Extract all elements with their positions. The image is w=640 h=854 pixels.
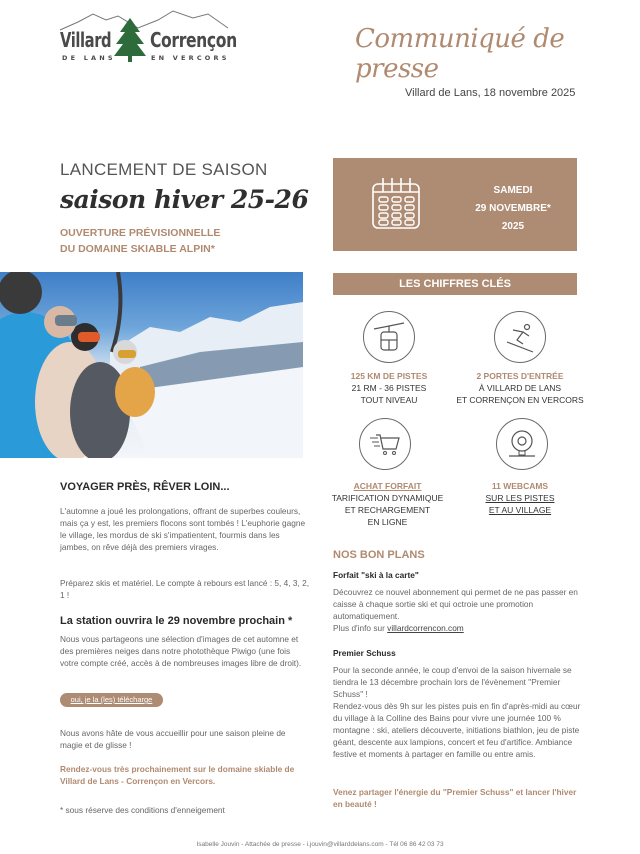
logo-sub-de-lans: DE LANS	[62, 54, 116, 62]
photo-illustration	[0, 272, 303, 458]
photo-library-paragraph: Nous vous partageons une sélection d'images de cet automne et des premières neiges dans notre photothèque Piwigo (une fois votre compte créé, accès à de nombreuses images libre de droit).	[60, 634, 302, 668]
figure-line: TARIFICATION DYNAMIQUE	[331, 493, 444, 503]
plan-premier-schuss-title: Premier Schuss	[333, 648, 396, 658]
figure-line: EN LIGNE	[367, 517, 408, 527]
season-script-title: saison hiver 25-26	[60, 185, 309, 214]
figure-entrances	[455, 370, 585, 406]
cart-icon	[359, 418, 411, 470]
premier-schuss-details: Rendez-vous dès 9h sur les pistes puis en fin d'après-midi au cœur du village à la Colline des Bains pour vivre une journée 100 % montagne : ski, ateliers découverte, initiations biathlon, jeu de piste géant, descente aux lampions, concert et feu d'artifice. Ambiance festive et moments à partager en famille ou entre amis.	[333, 701, 581, 759]
plan-ski-carte-title: Forfait "ski à la carte"	[333, 570, 419, 580]
press-release-title: Communiqué de presse	[355, 24, 565, 84]
plan-premier-schuss-text	[333, 664, 591, 760]
calendar-icon	[371, 178, 421, 230]
figure-line: TOUT NIVEAU	[360, 395, 418, 405]
figure-line: ET CORRENÇON EN VERCORS	[456, 395, 584, 405]
logo-word-correncon: Corrençon	[150, 28, 237, 52]
figure-heading: 2 PORTES D'ENTRÉE	[476, 371, 564, 381]
more-info-prefix: Plus d'info sur	[333, 623, 388, 633]
press-contact-footer: Isabelle Jouvin - Attachée de presse - i.jouvin@villarddelans.com - Tél 06 86 42 03 73	[196, 841, 444, 848]
figure-heading: 125 KM DE PISTES	[350, 371, 428, 381]
download-images-button[interactable]: oui, je la (les) télécharge	[60, 693, 163, 707]
opening-year: 2025	[501, 221, 525, 232]
welcome-paragraph: Nous avons hâte de vous accueillir pour une saison pleine de magie et de glisse !	[60, 728, 286, 750]
opening-day: SAMEDI	[493, 185, 533, 196]
premier-schuss-intro: Pour la seconde année, le coup d'envoi de la saison hivernale se tiendra le 13 décembre prochain lors de l'évènement "Premier Schuss" !	[333, 665, 572, 699]
opening-date-text	[463, 182, 563, 236]
section-heading-opening: La station ouvrira le 29 novembre prochain *	[60, 615, 293, 627]
opening-subtitle	[60, 225, 220, 257]
key-figures-title: LES CHIFFRES CLÉS	[333, 273, 577, 295]
website-link[interactable]: villardcorrencon.com	[387, 623, 464, 633]
subtitle-line-1: OUVERTURE PRÉVISIONNELLE	[60, 227, 221, 239]
logo	[58, 8, 237, 68]
subtitle-line-2: DU DOMAINE SKIABLE ALPIN*	[60, 243, 215, 255]
figure-lift-pass	[325, 480, 450, 528]
premier-schuss-accent: Venez partager l'énergie du "Premier Schuss" et lancer l'hiver en beauté !	[333, 787, 577, 809]
figure-webcams	[470, 480, 570, 516]
figure-line: ET RECHARGEMENT	[344, 505, 431, 515]
opening-date-box	[333, 158, 577, 251]
lift-pass-link[interactable]: ACHAT FORFAIT	[353, 481, 422, 491]
overline-title: LANCEMENT DE SAISON	[60, 160, 268, 179]
section-heading-bon-plans: NOS BON PLANS	[333, 549, 425, 561]
logo-sub-en-vercors: EN VERCORS	[151, 54, 230, 62]
gondola-icon	[363, 311, 415, 363]
skier-icon	[494, 311, 546, 363]
footnote: * sous réserve des conditions d'enneigement	[60, 805, 225, 815]
figure-pistes	[333, 370, 445, 406]
rendezvous-accent: Rendez-vous très prochainement sur le domaine skiable de Villard de Lans - Corrençon en Vercors.	[60, 764, 295, 786]
opening-date: 29 NOVEMBRE*	[475, 203, 551, 214]
date-line: Villard de Lans, 18 novembre 2025	[405, 87, 576, 99]
logo-word-villard: Villard	[60, 28, 112, 52]
intro-paragraph: L'automne a joué les prolongations, offrant de superbes couleurs, mais ça y est, les premiers flocons sont tombés ! L'euphorie gagne le village, les mordus de ski s'impatientent, fourmis dans les jambes, on rêve déjà des premiers virages.	[60, 506, 306, 552]
figure-line: À VILLARD DE LANS	[478, 383, 562, 393]
webcam-icon	[496, 418, 548, 470]
figure-line: 21 RM - 36 PISTES	[351, 383, 427, 393]
skiers-chairlift-photo	[0, 272, 303, 458]
plan-ski-carte-desc: Découvrez ce nouvel abonnement qui permet de ne pas passer en caisse à chaque sortie ski et qui octroie une promotion automatiquement.	[333, 587, 578, 621]
webcams-link[interactable]: ET AU VILLAGE	[488, 505, 552, 515]
figure-heading: 11 WEBCAMS	[491, 481, 549, 491]
countdown-paragraph: Préparez skis et matériel. Le compte à rebours est lancé : 5, 4, 3, 2, 1 !	[60, 578, 310, 600]
plan-ski-carte-text	[333, 586, 588, 634]
section-heading-voyager: VOYAGER PRÈS, RÊVER LOIN...	[60, 481, 230, 493]
webcams-link[interactable]: SUR LES PISTES	[485, 493, 555, 503]
